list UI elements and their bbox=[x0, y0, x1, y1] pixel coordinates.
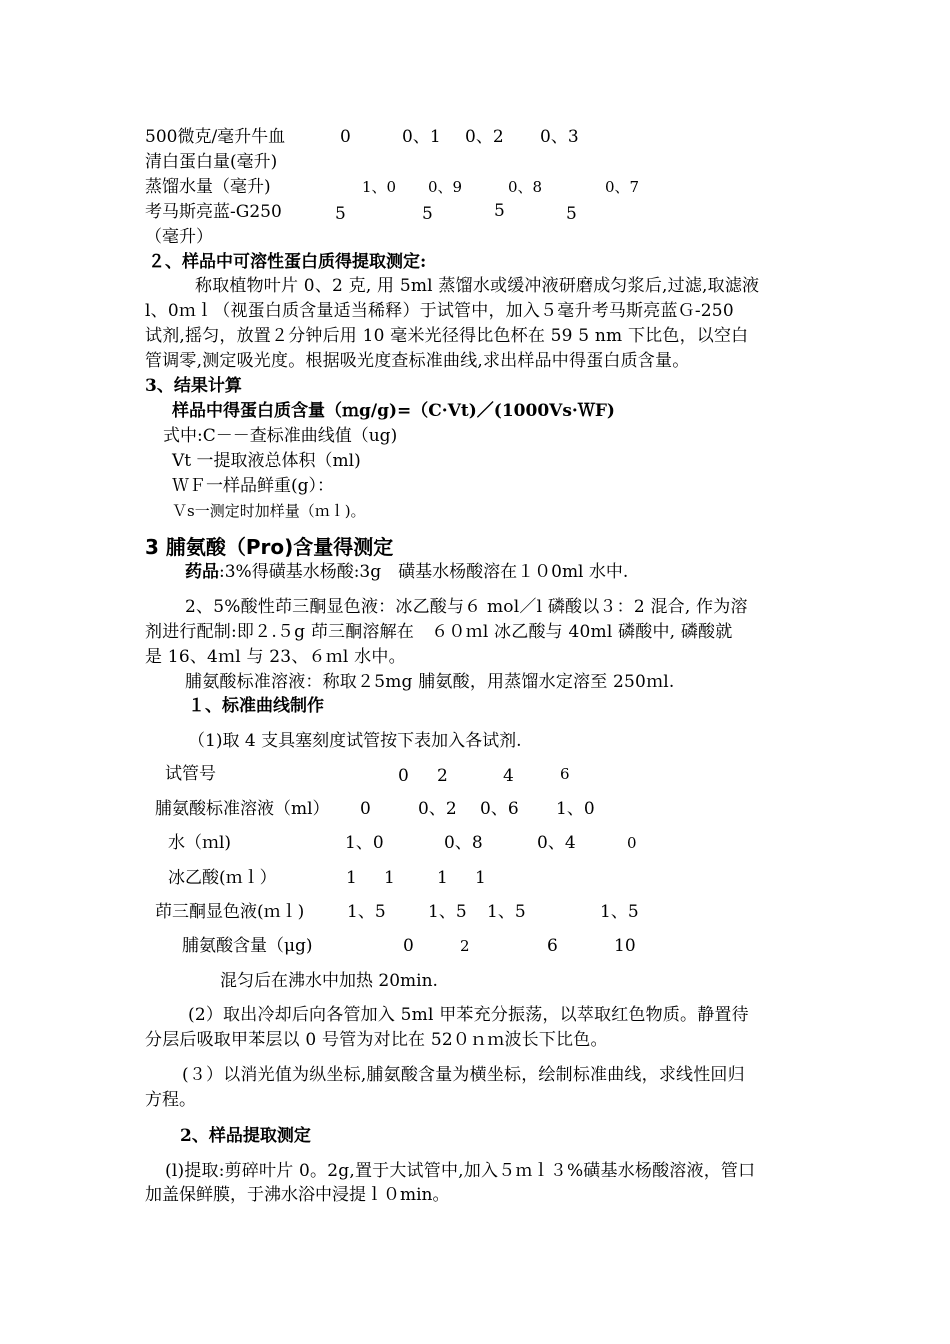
t2-content-v3: 10 bbox=[614, 936, 636, 956]
extraction-line2: 加盖保鲜膜，于沸水浴中浸提ｌ０min。 bbox=[145, 1185, 450, 1205]
table1-std-v0: 0 bbox=[340, 127, 351, 147]
subsection1-para: （1)取 4 支具塞刻度试管按下表加入各试剂. bbox=[188, 731, 522, 751]
t2-tube-v3: 6 bbox=[560, 765, 570, 783]
formula-def-wf: ＷＦ一样品鲜重(g）： bbox=[172, 476, 335, 496]
t2-std-label: 脯氨酸标准溶液（ml） bbox=[155, 799, 330, 819]
table1-std-v1: 0、1 bbox=[402, 127, 441, 147]
section2-para-line1: 称取植物叶片 0、2 克, 用 5ml 蒸馏水或缓冲液研磨成匀浆后,过滤,取滤液 bbox=[195, 276, 760, 296]
t2-nin-v1: 1、5 bbox=[428, 902, 467, 922]
subsection1-title: １、标准曲线制作 bbox=[188, 696, 324, 716]
t2-std-v1: 0、2 bbox=[418, 799, 457, 819]
t2-tube-v2: 4 bbox=[503, 766, 514, 786]
t2-tube-v1: 2 bbox=[437, 766, 448, 786]
t2-content-v2: 6 bbox=[547, 936, 558, 956]
t2-content-v0: 0 bbox=[403, 936, 414, 956]
table1-water-label: 蒸馏水量（毫升) bbox=[145, 177, 271, 197]
table1-std-v2: 0、2 bbox=[465, 127, 504, 147]
table1-water-v2: 0、8 bbox=[508, 178, 543, 196]
t2-std-v2: 0、6 bbox=[480, 799, 519, 819]
table1-dye-v0: 5 bbox=[335, 204, 346, 224]
proline-drug-line bbox=[185, 560, 628, 584]
t2-water-label: 水（ｍl) bbox=[168, 833, 232, 853]
table1-std-label-line2: 清白蛋白量(毫升) bbox=[145, 152, 278, 172]
table1-water-v3: 0、7 bbox=[605, 178, 640, 196]
reagent-line1: 2、5%酸性茚三酮显色液：冰乙酸与６ mol／l 磷酸以３：2 混合, 作为溶 bbox=[185, 597, 748, 617]
t2-tube-v0: 0 bbox=[398, 766, 409, 786]
t2-hac-v1: 1 bbox=[384, 868, 395, 888]
t2-water-v3: 0 bbox=[627, 834, 637, 852]
table1-dye-v2: 5 bbox=[494, 201, 505, 221]
t2-hac-v2: 1 bbox=[437, 868, 448, 888]
t2-water-v1: 0、8 bbox=[444, 833, 483, 853]
t2-content-v1: 2 bbox=[460, 937, 470, 955]
reagent-line2: 剂进行配制:即２.５g 茚三酮溶解在 ６０ｍl 冰乙酸与 40ml 磷酸中, 磷酸就 bbox=[145, 622, 733, 642]
t2-std-v0: 0 bbox=[360, 799, 371, 819]
t2-nin-label: 茚三酮显色液(ｍｌ) bbox=[155, 902, 305, 922]
section2-para-line2: l、0ｍｌ（视蛋白质含量适当稀释）于试管中，加入５毫升考马斯亮蓝Ｇ-250 bbox=[145, 301, 734, 321]
section2-title: ２、样品中可溶性蛋白质得提取测定: bbox=[148, 252, 427, 272]
formula-def-vs: Ｖs一测定时加样量（ｍｌ)。 bbox=[172, 502, 366, 520]
formula-def-c: 式中:C－－查标准曲线值（ug) bbox=[163, 426, 398, 446]
reagent-line4: 脯氨酸标准溶液：称取２5mg 脯氨酸，用蒸馏水定溶至 250ｍl. bbox=[185, 672, 675, 692]
section2-para-line4: 管调零,测定吸光度。根据吸光度查标准曲线,求出样品中得蛋白质含量。 bbox=[145, 351, 690, 371]
extraction-line1: (l)提取:剪碎叶片 0。2g,置于大试管中,加入５ｍｌ３%磺基水杨酸溶液，管口 bbox=[165, 1161, 756, 1181]
table1-dye-label-line2: （毫升） bbox=[145, 227, 213, 247]
section3-title: 3、结果计算 bbox=[145, 376, 242, 396]
drug-text: :3%得磺基水杨酸:3g 磺基水杨酸溶在１０0ml 水中. bbox=[219, 562, 629, 582]
drug-label: 药品 bbox=[185, 562, 219, 582]
t2-content-label: 脯氨酸含量（μg) bbox=[182, 936, 313, 956]
step2-line2: 分层后吸取甲苯层以 0 号管为对比在 52０ｎｍ波长下比色。 bbox=[145, 1030, 608, 1050]
step2-line1: (2）取出冷却后向各管加入 5ml 甲苯充分振荡，以萃取红色物质。静置待 bbox=[188, 1005, 749, 1025]
table1-water-v1: 0、9 bbox=[428, 178, 463, 196]
subsection2-title: 2、样品提取测定 bbox=[180, 1126, 311, 1146]
t2-nin-v2: 1、5 bbox=[487, 902, 526, 922]
section2-para-line3: 试剂,摇匀，放置２分钟后用 10 毫米光径得比色杯在 59 5 nm 下比色，以空白 bbox=[145, 326, 749, 346]
table1-dye-v3: 5 bbox=[566, 204, 577, 224]
formula-def-vt: Vt 一提取液总体积（ml) bbox=[172, 451, 361, 471]
t2-nin-v3: 1、5 bbox=[600, 902, 639, 922]
result-formula: 样品中得蛋白质含量（ｍg/g)=（C·Vt)／(1000Vs·ＷF) bbox=[172, 401, 615, 421]
t2-nin-v0: 1、5 bbox=[347, 902, 386, 922]
t2-hac-v0: 1 bbox=[346, 868, 357, 888]
t2-hac-label: 冰乙酸(ｍｌ） bbox=[168, 868, 277, 888]
t2-water-v2: 0、4 bbox=[537, 833, 576, 853]
table1-water-v0: 1、0 bbox=[362, 178, 397, 196]
step3-line2: 方程。 bbox=[145, 1090, 196, 1110]
t2-hac-v3: 1 bbox=[475, 868, 486, 888]
table1-std-label-line1: 500微克/毫升牛血 bbox=[145, 127, 286, 147]
mix-instruction: 混匀后在沸水中加热 20min. bbox=[220, 971, 438, 991]
table1-dye-v1: 5 bbox=[422, 204, 433, 224]
table1-std-v3: 0、3 bbox=[540, 127, 579, 147]
t2-tube-label: 试管号 bbox=[165, 764, 216, 784]
reagent-line3: 是 16、4ｍl 与 23、６ｍl 水中。 bbox=[145, 647, 406, 667]
table1-dye-label-line1: 考马斯亮蓝-G250 bbox=[145, 202, 282, 222]
t2-water-v0: 1、0 bbox=[345, 833, 384, 853]
step3-line1: (３）以消光值为纵坐标,脯氨酸含量为横坐标，绘制标准曲线，求线性回归 bbox=[182, 1065, 745, 1085]
proline-heading: 3 脯氨酸（Pro)含量得测定 bbox=[145, 535, 394, 559]
t2-std-v3: 1、0 bbox=[556, 799, 595, 819]
